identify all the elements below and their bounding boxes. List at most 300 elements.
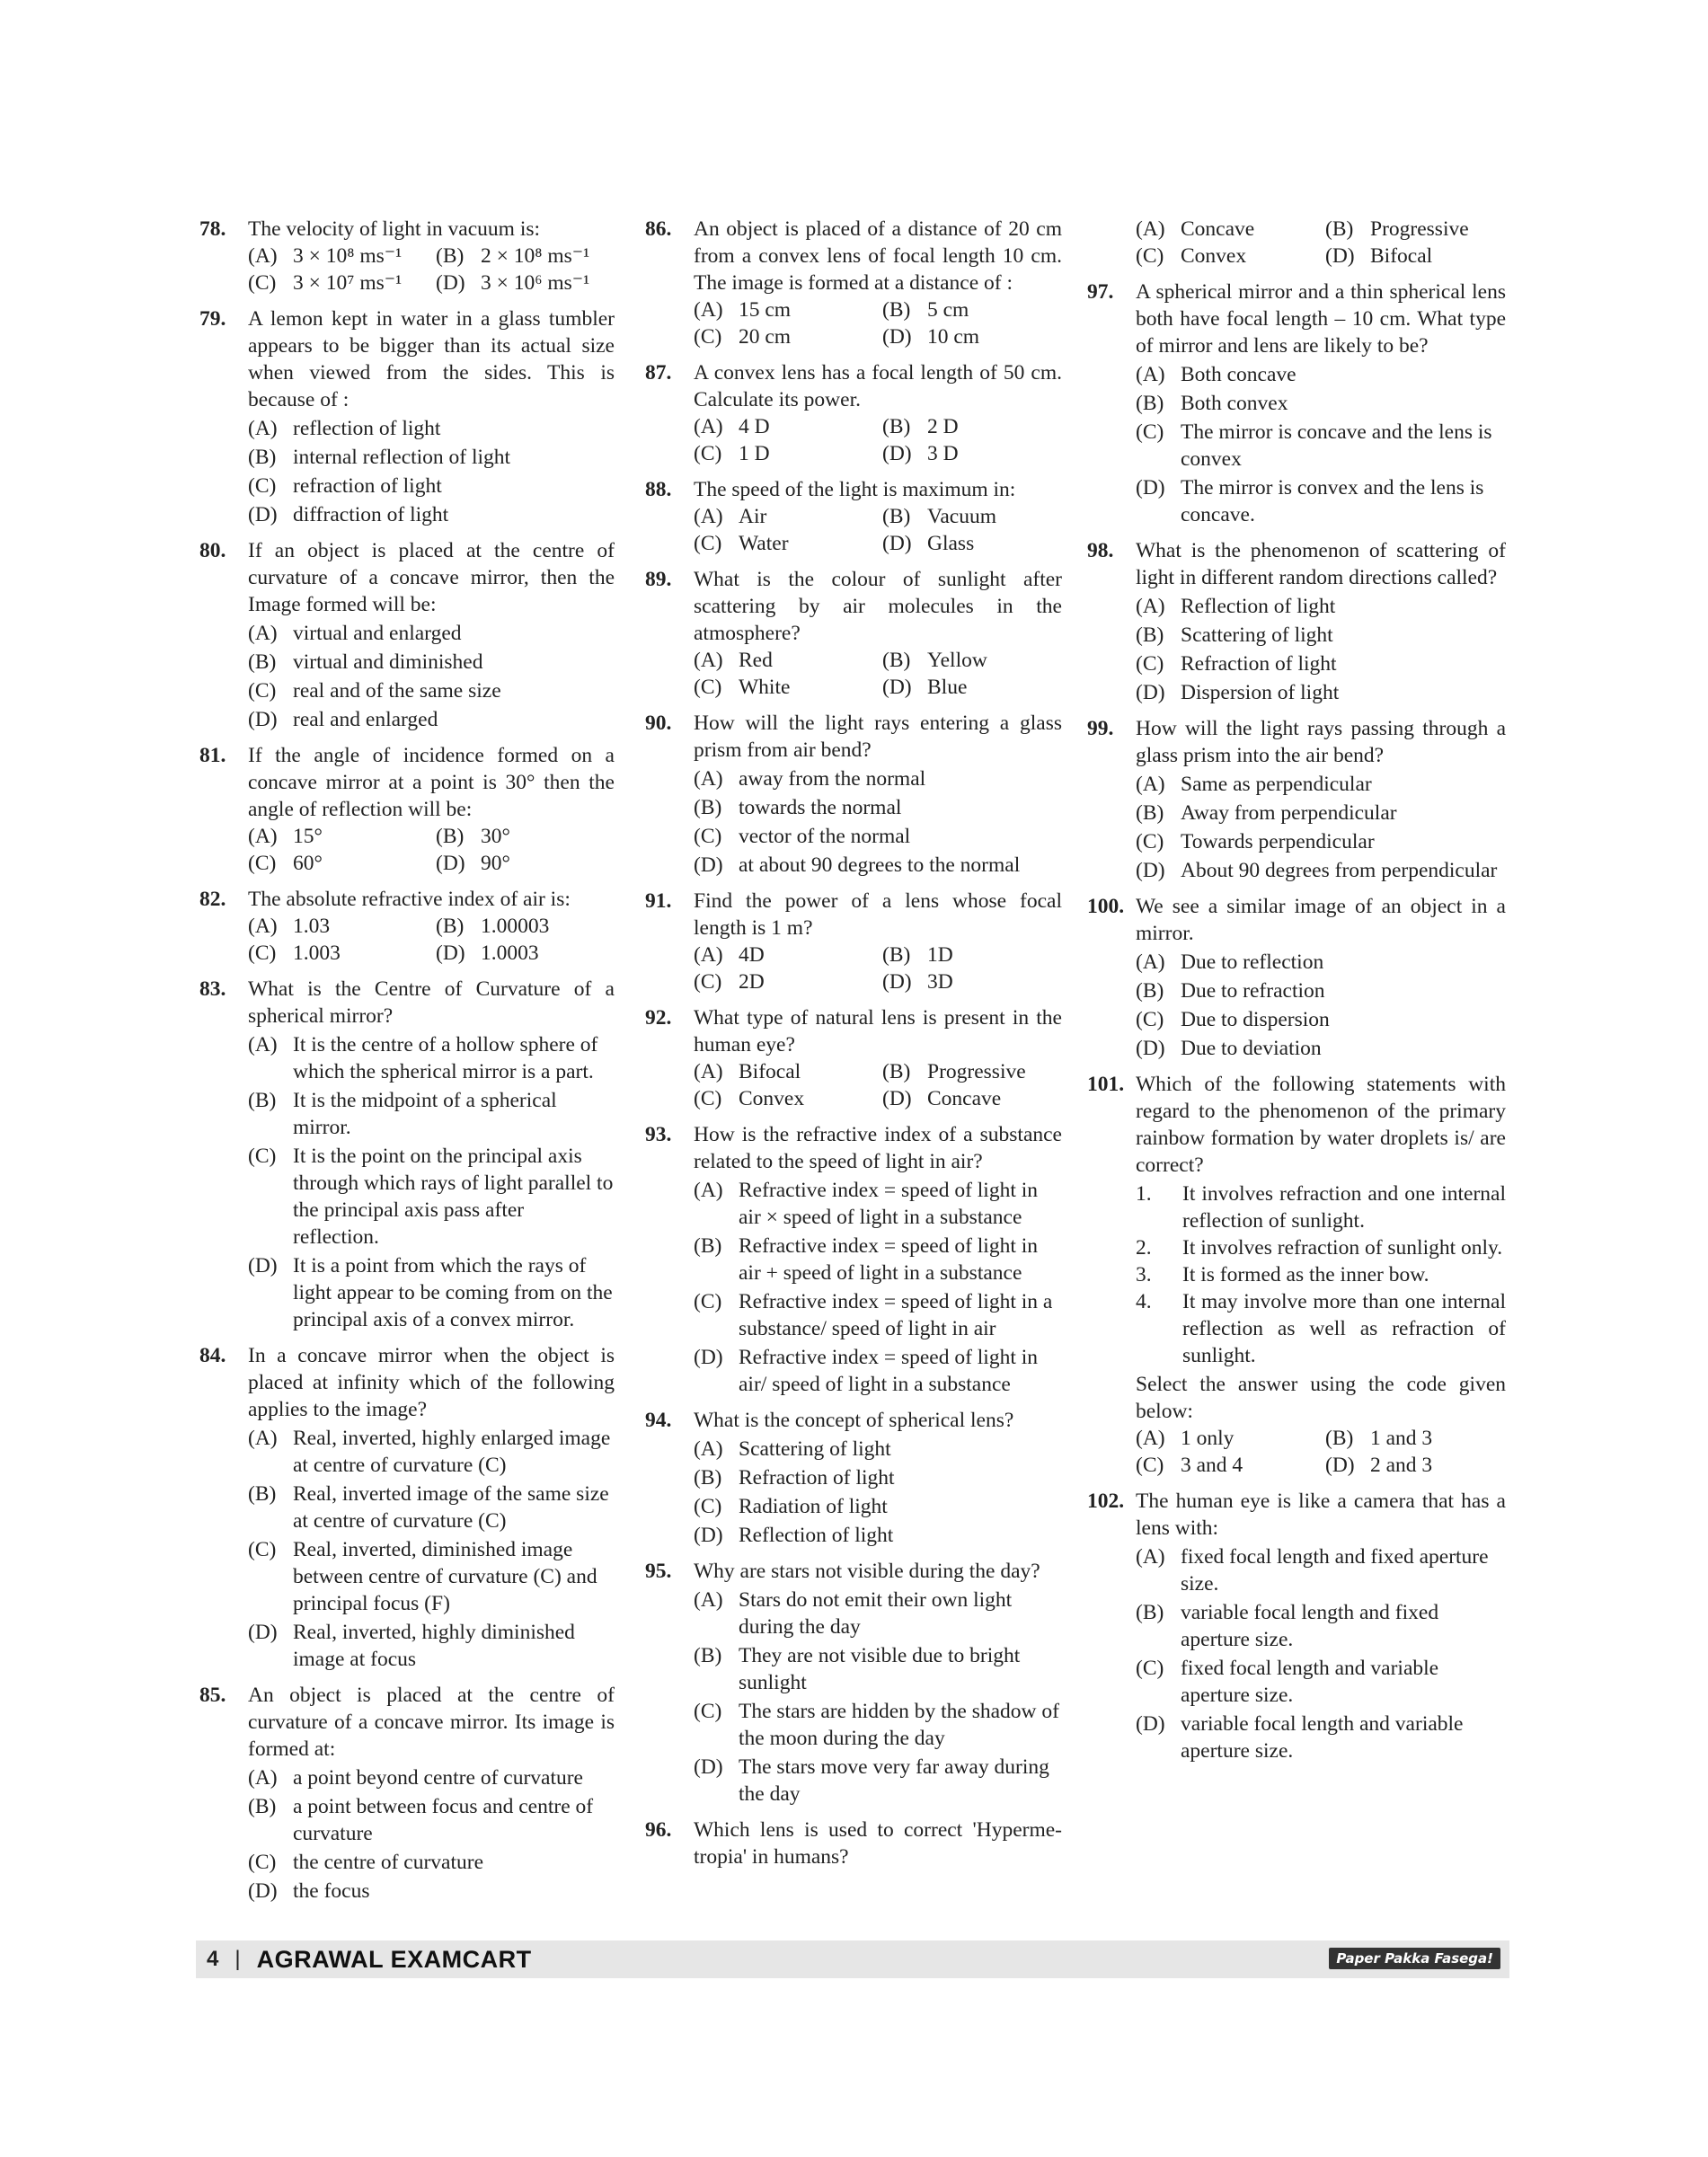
option-label: (A) xyxy=(694,1437,723,1461)
question-number: 99. xyxy=(1087,717,1114,740)
option-item xyxy=(694,1288,1062,1342)
statement-text: It involves refraction and one internal reflection of sunlight. xyxy=(1182,1182,1506,1233)
options-group xyxy=(248,1031,615,1333)
option-text: Reflection of light xyxy=(739,1524,894,1547)
option-label: (D) xyxy=(694,1524,723,1547)
question-number: 84. xyxy=(199,1344,226,1367)
option-text: It is the centre of a hollow sphere of which the spherical mirror is a part. xyxy=(293,1033,598,1083)
option-label: (A) xyxy=(248,1766,278,1790)
option-text: 15° xyxy=(293,825,323,848)
option-text: Refractive index = speed of light in air × speed of light in a substance xyxy=(739,1179,1039,1229)
question-number: 88. xyxy=(645,478,672,501)
option-item xyxy=(248,1849,615,1876)
option-label: (B) xyxy=(882,505,911,528)
option-label: (A) xyxy=(248,915,278,938)
question-text: An object is placed of a distance of 20 cm from a convex lens of focal length 10 cm. The image is formed at a distance of : xyxy=(694,217,1062,295)
option-item xyxy=(694,296,873,323)
option-item xyxy=(248,501,615,528)
options-group xyxy=(1136,771,1506,884)
question-item xyxy=(645,359,1062,467)
option-item xyxy=(694,1436,1062,1463)
option-text: 1 D xyxy=(739,442,770,465)
option-label: (B) xyxy=(882,1060,911,1083)
option-item xyxy=(694,503,873,530)
option-text: Reflection of light xyxy=(1181,595,1336,618)
tagline-badge: Paper Pakka Fasega! xyxy=(1329,1948,1500,1969)
question-number: 91. xyxy=(645,889,672,913)
option-item xyxy=(1136,857,1506,884)
statement-item xyxy=(1136,1180,1506,1234)
option-label: (C) xyxy=(694,442,722,465)
question-number: 92. xyxy=(645,1006,672,1030)
option-item xyxy=(882,968,1062,995)
option-item xyxy=(248,677,615,704)
option-item xyxy=(1136,1006,1506,1033)
option-label: (A) xyxy=(1136,950,1165,974)
question-number: 81. xyxy=(199,744,226,767)
option-item xyxy=(1136,977,1506,1004)
options-group xyxy=(248,913,615,967)
option-label: (B) xyxy=(882,943,911,967)
option-label: (B) xyxy=(436,915,465,938)
option-item xyxy=(882,674,1062,701)
option-label: (B) xyxy=(694,1644,722,1667)
option-item xyxy=(248,1031,615,1085)
option-label: (B) xyxy=(1136,979,1164,1003)
option-text: Due to refraction xyxy=(1181,979,1325,1003)
statement-text: It involves refraction of sunlight only. xyxy=(1182,1236,1503,1260)
option-text: 1.003 xyxy=(293,941,341,965)
option-text: towards the normal xyxy=(739,796,902,819)
option-label: (B) xyxy=(694,1234,722,1258)
option-item xyxy=(1136,390,1506,417)
option-label: (D) xyxy=(1325,244,1355,268)
question-item xyxy=(199,1342,615,1673)
question-text: The speed of the light is maximum in: xyxy=(694,478,1016,501)
question-text: The human eye is like a camera that has a lens with: xyxy=(1136,1490,1506,1540)
question-item xyxy=(645,566,1062,701)
option-text: Blue xyxy=(927,676,968,699)
option-item xyxy=(248,1425,615,1479)
options-group xyxy=(1136,216,1506,270)
option-text: Dispersion of light xyxy=(1181,681,1340,704)
option-label: (D) xyxy=(694,853,723,877)
options-group xyxy=(248,1764,615,1905)
option-text: The mirror is convex and the lens is concave. xyxy=(1181,476,1484,526)
option-text: Concave xyxy=(1181,217,1255,241)
option-label: (B) xyxy=(1325,1427,1354,1450)
option-text: real and enlarged xyxy=(293,708,438,731)
option-label: (C) xyxy=(248,852,277,875)
option-item xyxy=(248,1619,615,1673)
option-label: (C) xyxy=(694,325,722,349)
option-text: Convex xyxy=(739,1087,805,1110)
option-text: a point between focus and centre of curvature xyxy=(293,1795,594,1845)
question-item xyxy=(1087,216,1506,270)
option-label: (C) xyxy=(1136,420,1164,444)
option-text: Due to reflection xyxy=(1181,950,1324,974)
option-label: (C) xyxy=(248,474,277,498)
question-text: The velocity of light in vacuum is: xyxy=(248,217,541,241)
question-item xyxy=(199,305,615,528)
option-text: the focus xyxy=(293,1879,370,1903)
option-label: (B) xyxy=(436,244,465,268)
option-label: (C) xyxy=(248,1538,277,1561)
option-item xyxy=(694,1344,1062,1398)
question-text: How will the light rays entering a glass prism from air bend? xyxy=(694,712,1062,762)
option-text: reflection of light xyxy=(293,417,441,440)
option-item xyxy=(694,1522,1062,1549)
options-group xyxy=(1136,949,1506,1062)
option-item xyxy=(694,765,1062,792)
option-text: 4 D xyxy=(739,415,770,438)
page-number: 4 xyxy=(207,1947,219,1971)
option-label: (D) xyxy=(1136,476,1165,499)
question-text: A lemon kept in water in a glass tumbler appears to be bigger than its actual size when viewed from the sides. This is because of : xyxy=(248,307,615,411)
question-item xyxy=(1087,278,1506,528)
question-number: 86. xyxy=(645,217,672,241)
question-item xyxy=(645,1004,1062,1112)
option-item xyxy=(1136,593,1506,620)
option-item xyxy=(248,1793,615,1847)
option-item xyxy=(248,823,427,850)
statement-list xyxy=(1136,1180,1506,1369)
option-item xyxy=(1136,1711,1506,1764)
option-item xyxy=(248,940,427,967)
option-item xyxy=(1136,216,1316,243)
option-text: real and of the same size xyxy=(293,679,501,703)
option-item xyxy=(1136,1599,1506,1653)
option-label: (B) xyxy=(694,1466,722,1490)
option-item xyxy=(694,323,873,350)
option-item xyxy=(248,1087,615,1141)
option-item xyxy=(248,913,427,940)
statement-number: 1. xyxy=(1136,1182,1152,1206)
option-text: Vacuum xyxy=(927,505,997,528)
options-group xyxy=(694,1177,1062,1398)
option-item xyxy=(694,1085,873,1112)
question-text: Which lens is used to correct 'Hyperme-tropia' in humans? xyxy=(694,1818,1062,1869)
option-item xyxy=(1325,1452,1506,1479)
question-number: 80. xyxy=(199,539,226,562)
option-label: (C) xyxy=(248,679,277,703)
question-number: 101. xyxy=(1087,1073,1125,1096)
option-item xyxy=(1136,361,1506,388)
option-item xyxy=(1136,1425,1316,1452)
option-label: (B) xyxy=(1136,1601,1164,1624)
option-item xyxy=(1136,679,1506,706)
statement-number: 4. xyxy=(1136,1290,1152,1313)
question-number: 78. xyxy=(199,217,226,241)
option-text: Progressive xyxy=(1370,217,1469,241)
question-text: How will the light rays passing through a glass prism into the air bend? xyxy=(1136,717,1506,767)
instruction-text: Select the answer using the code given below: xyxy=(1136,1373,1506,1423)
question-text: What is the phenomenon of scattering of light in different random directions called? xyxy=(1136,539,1506,589)
option-text: 15 cm xyxy=(739,298,792,322)
option-item xyxy=(694,794,1062,821)
option-label: (D) xyxy=(248,708,278,731)
option-item xyxy=(436,913,615,940)
option-text: fixed focal length and variable aperture size. xyxy=(1181,1657,1439,1707)
question-number: 89. xyxy=(645,568,672,591)
question-number: 83. xyxy=(199,977,226,1001)
option-text: 3 × 10⁶ ms⁻¹ xyxy=(481,271,590,295)
option-text: 4D xyxy=(739,943,765,967)
option-text: refraction of light xyxy=(293,474,442,498)
option-text: Scattering of light xyxy=(1181,623,1333,647)
statement-item xyxy=(1136,1261,1506,1288)
option-text: White xyxy=(739,676,791,699)
option-text: Radiation of light xyxy=(739,1495,888,1518)
question-text: The absolute refractive index of air is: xyxy=(248,888,571,911)
option-label: (C) xyxy=(694,1087,722,1110)
option-label: (C) xyxy=(1136,1454,1164,1477)
question-number: 85. xyxy=(199,1684,226,1707)
option-text: Red xyxy=(739,649,773,672)
option-label: (B) xyxy=(694,796,722,819)
option-text: at about 90 degrees to the normal xyxy=(739,853,1021,877)
option-label: (A) xyxy=(248,622,278,645)
option-label: (B) xyxy=(248,1089,277,1112)
option-label: (B) xyxy=(436,825,465,848)
question-item xyxy=(645,710,1062,879)
question-text: An object is placed at the centre of curvature of a concave mirror. Its image is formed at: xyxy=(248,1684,615,1761)
option-text: Bifocal xyxy=(1370,244,1433,268)
question-text: A spherical mirror and a thin spherical lens both have focal length – 10 cm. What type of mirror and lens are likely to be? xyxy=(1136,280,1506,358)
options-group xyxy=(694,296,1062,350)
question-text: A convex lens has a focal length of 50 cm. Calculate its power. xyxy=(694,361,1062,411)
option-item xyxy=(436,243,615,270)
option-text: 20 cm xyxy=(739,325,792,349)
options-group xyxy=(1136,1425,1506,1479)
question-text: What is the concept of spherical lens? xyxy=(694,1409,1014,1432)
statement-number: 2. xyxy=(1136,1236,1152,1260)
option-item xyxy=(248,1252,615,1333)
option-label: (B) xyxy=(1136,801,1164,825)
options-group xyxy=(694,941,1062,995)
options-group xyxy=(1136,1543,1506,1764)
option-text: 3D xyxy=(927,970,953,994)
option-text: Air xyxy=(739,505,767,528)
question-item xyxy=(199,1682,615,1905)
option-text: 1.03 xyxy=(293,915,331,938)
option-item xyxy=(882,296,1062,323)
question-text: What type of natural lens is present in the human eye? xyxy=(694,1006,1062,1056)
option-text: The stars are hidden by the shadow of the moon during the day xyxy=(739,1700,1059,1750)
question-number: 95. xyxy=(645,1560,672,1583)
column-right xyxy=(1087,216,1506,1773)
option-label: (A) xyxy=(694,943,723,967)
question-item xyxy=(645,476,1062,557)
option-label: (D) xyxy=(882,532,912,555)
option-label: (A) xyxy=(694,1588,723,1612)
options-group xyxy=(248,415,615,528)
options-group xyxy=(248,823,615,877)
option-text: Towards perpendicular xyxy=(1181,830,1375,853)
option-label: (A) xyxy=(248,244,278,268)
option-item xyxy=(436,850,615,877)
option-label: (D) xyxy=(1325,1454,1355,1477)
options-group xyxy=(248,243,615,296)
option-item xyxy=(694,674,873,701)
option-item xyxy=(248,1764,615,1791)
option-item xyxy=(694,941,873,968)
question-item xyxy=(199,976,615,1333)
question-text: If an object is placed at the centre of curvature of a concave mirror, then the Image formed will be: xyxy=(248,539,615,616)
option-text: Refraction of light xyxy=(1181,652,1337,676)
option-item xyxy=(1136,800,1506,827)
option-text: Glass xyxy=(927,532,975,555)
options-group xyxy=(694,503,1062,557)
option-item xyxy=(694,1493,1062,1520)
question-number: 87. xyxy=(645,361,672,385)
option-label: (A) xyxy=(694,767,723,791)
option-text: Both concave xyxy=(1181,363,1296,386)
option-label: (D) xyxy=(1136,1712,1165,1736)
question-number: 79. xyxy=(199,307,226,331)
option-label: (B) xyxy=(248,1482,277,1506)
option-item xyxy=(1136,243,1316,270)
option-label: (B) xyxy=(248,650,277,674)
option-item xyxy=(1325,243,1506,270)
option-label: (B) xyxy=(882,649,911,672)
question-number: 97. xyxy=(1087,280,1114,304)
option-text: 1 and 3 xyxy=(1370,1427,1433,1450)
option-label: (A) xyxy=(1136,773,1165,796)
option-text: Due to deviation xyxy=(1181,1037,1322,1060)
option-label: (A) xyxy=(694,298,723,322)
option-label: (D) xyxy=(1136,1037,1165,1060)
option-label: (A) xyxy=(694,1179,723,1202)
option-text: Yellow xyxy=(927,649,987,672)
question-item xyxy=(199,537,615,733)
option-label: (A) xyxy=(248,1427,278,1450)
option-label: (A) xyxy=(694,1060,723,1083)
option-label: (A) xyxy=(248,825,278,848)
option-text: Real, inverted, highly diminished image at focus xyxy=(293,1621,575,1671)
option-label: (C) xyxy=(1136,1008,1164,1031)
option-label: (D) xyxy=(248,1254,278,1277)
option-label: (B) xyxy=(248,446,277,469)
option-label: (B) xyxy=(1325,217,1354,241)
option-label: (C) xyxy=(248,1851,277,1874)
question-item xyxy=(1087,1071,1506,1479)
option-item xyxy=(248,270,427,296)
option-item xyxy=(1136,771,1506,798)
column-middle xyxy=(645,216,1062,1879)
option-text: Away from perpendicular xyxy=(1181,801,1397,825)
option-item xyxy=(694,1587,1062,1640)
option-item xyxy=(248,620,615,647)
option-label: (D) xyxy=(248,1879,278,1903)
option-text: About 90 degrees from perpendicular xyxy=(1181,859,1498,882)
option-text: Refractive index = speed of light in air + speed of light in a substance xyxy=(739,1234,1039,1285)
option-text: Due to dispersion xyxy=(1181,1008,1330,1031)
option-label: (D) xyxy=(694,1755,723,1779)
option-text: virtual and enlarged xyxy=(293,622,462,645)
options-group xyxy=(694,1058,1062,1112)
option-text: variable focal length and variable aperture size. xyxy=(1181,1712,1464,1763)
option-label: (C) xyxy=(694,1290,722,1313)
options-group xyxy=(694,1436,1062,1549)
question-text: What is the Centre of Curvature of a spherical mirror? xyxy=(248,977,615,1028)
option-item xyxy=(436,270,615,296)
option-text: The mirror is concave and the lens is convex xyxy=(1181,420,1492,471)
option-label: (A) xyxy=(1136,595,1165,618)
question-number: 98. xyxy=(1087,539,1114,562)
option-text: variable focal length and fixed aperture size. xyxy=(1181,1601,1439,1651)
option-text: internal reflection of light xyxy=(293,446,511,469)
option-text: virtual and diminished xyxy=(293,650,483,674)
option-item xyxy=(1325,216,1506,243)
option-text: away from the normal xyxy=(739,767,926,791)
option-item xyxy=(882,647,1062,674)
option-text: 3 D xyxy=(927,442,959,465)
option-text: 90° xyxy=(481,852,510,875)
option-item xyxy=(248,1481,615,1534)
question-item xyxy=(199,886,615,967)
option-item xyxy=(694,1177,1062,1231)
option-label: (A) xyxy=(1136,1545,1165,1569)
option-item xyxy=(1136,828,1506,855)
option-text: It is the point on the principal axis through which rays of light parallel to the principal axis pass after reflection. xyxy=(293,1145,614,1249)
option-label: (A) xyxy=(694,505,723,528)
option-label: (D) xyxy=(436,271,465,295)
option-text: Concave xyxy=(927,1087,1002,1110)
question-item xyxy=(1087,893,1506,1062)
option-label: (C) xyxy=(1136,830,1164,853)
option-label: (A) xyxy=(1136,217,1165,241)
option-label: (C) xyxy=(694,676,722,699)
option-label: (A) xyxy=(1136,363,1165,386)
option-item xyxy=(882,941,1062,968)
question-item xyxy=(1087,715,1506,884)
option-text: 10 cm xyxy=(927,325,980,349)
question-item xyxy=(645,1407,1062,1549)
option-text: The stars move very far away during the day xyxy=(739,1755,1049,1806)
option-text: Progressive xyxy=(927,1060,1026,1083)
question-text: What is the colour of sunlight after scattering by air molecules in the atmosphere? xyxy=(694,568,1062,645)
option-item xyxy=(248,1536,615,1617)
option-text: 1.0003 xyxy=(481,941,539,965)
option-text: fixed focal length and fixed aperture size. xyxy=(1181,1545,1489,1596)
option-text: Refraction of light xyxy=(739,1466,895,1490)
option-label: (C) xyxy=(694,825,722,848)
option-label: (D) xyxy=(436,852,465,875)
option-item xyxy=(436,940,615,967)
question-item xyxy=(1087,537,1506,706)
option-text: Real, inverted, highly enlarged image at centre of curvature (C) xyxy=(293,1427,611,1477)
option-item xyxy=(694,1058,873,1085)
option-label: (B) xyxy=(882,298,911,322)
option-text: It is a point from which the rays of light appear to be coming from on the principal axis of a convex mirror. xyxy=(293,1254,613,1331)
option-label: (C) xyxy=(694,970,722,994)
option-text: It is the midpoint of a spherical mirror. xyxy=(293,1089,557,1139)
option-item xyxy=(1136,1452,1316,1479)
question-number: 94. xyxy=(645,1409,672,1432)
option-label: (B) xyxy=(1136,392,1164,415)
option-label: (D) xyxy=(882,970,912,994)
footer-separator: | xyxy=(235,1947,241,1971)
option-item xyxy=(248,473,615,499)
option-label: (C) xyxy=(1136,244,1164,268)
option-label: (D) xyxy=(248,503,278,526)
option-label: (D) xyxy=(436,941,465,965)
option-text: Same as perpendicular xyxy=(1181,773,1372,796)
question-text: In a concave mirror when the object is placed at infinity which of the following applies to the image? xyxy=(248,1344,615,1421)
option-label: (D) xyxy=(694,1346,723,1369)
option-text: Real, inverted, diminished image between centre of curvature (C) and principal focus (F) xyxy=(293,1538,597,1615)
